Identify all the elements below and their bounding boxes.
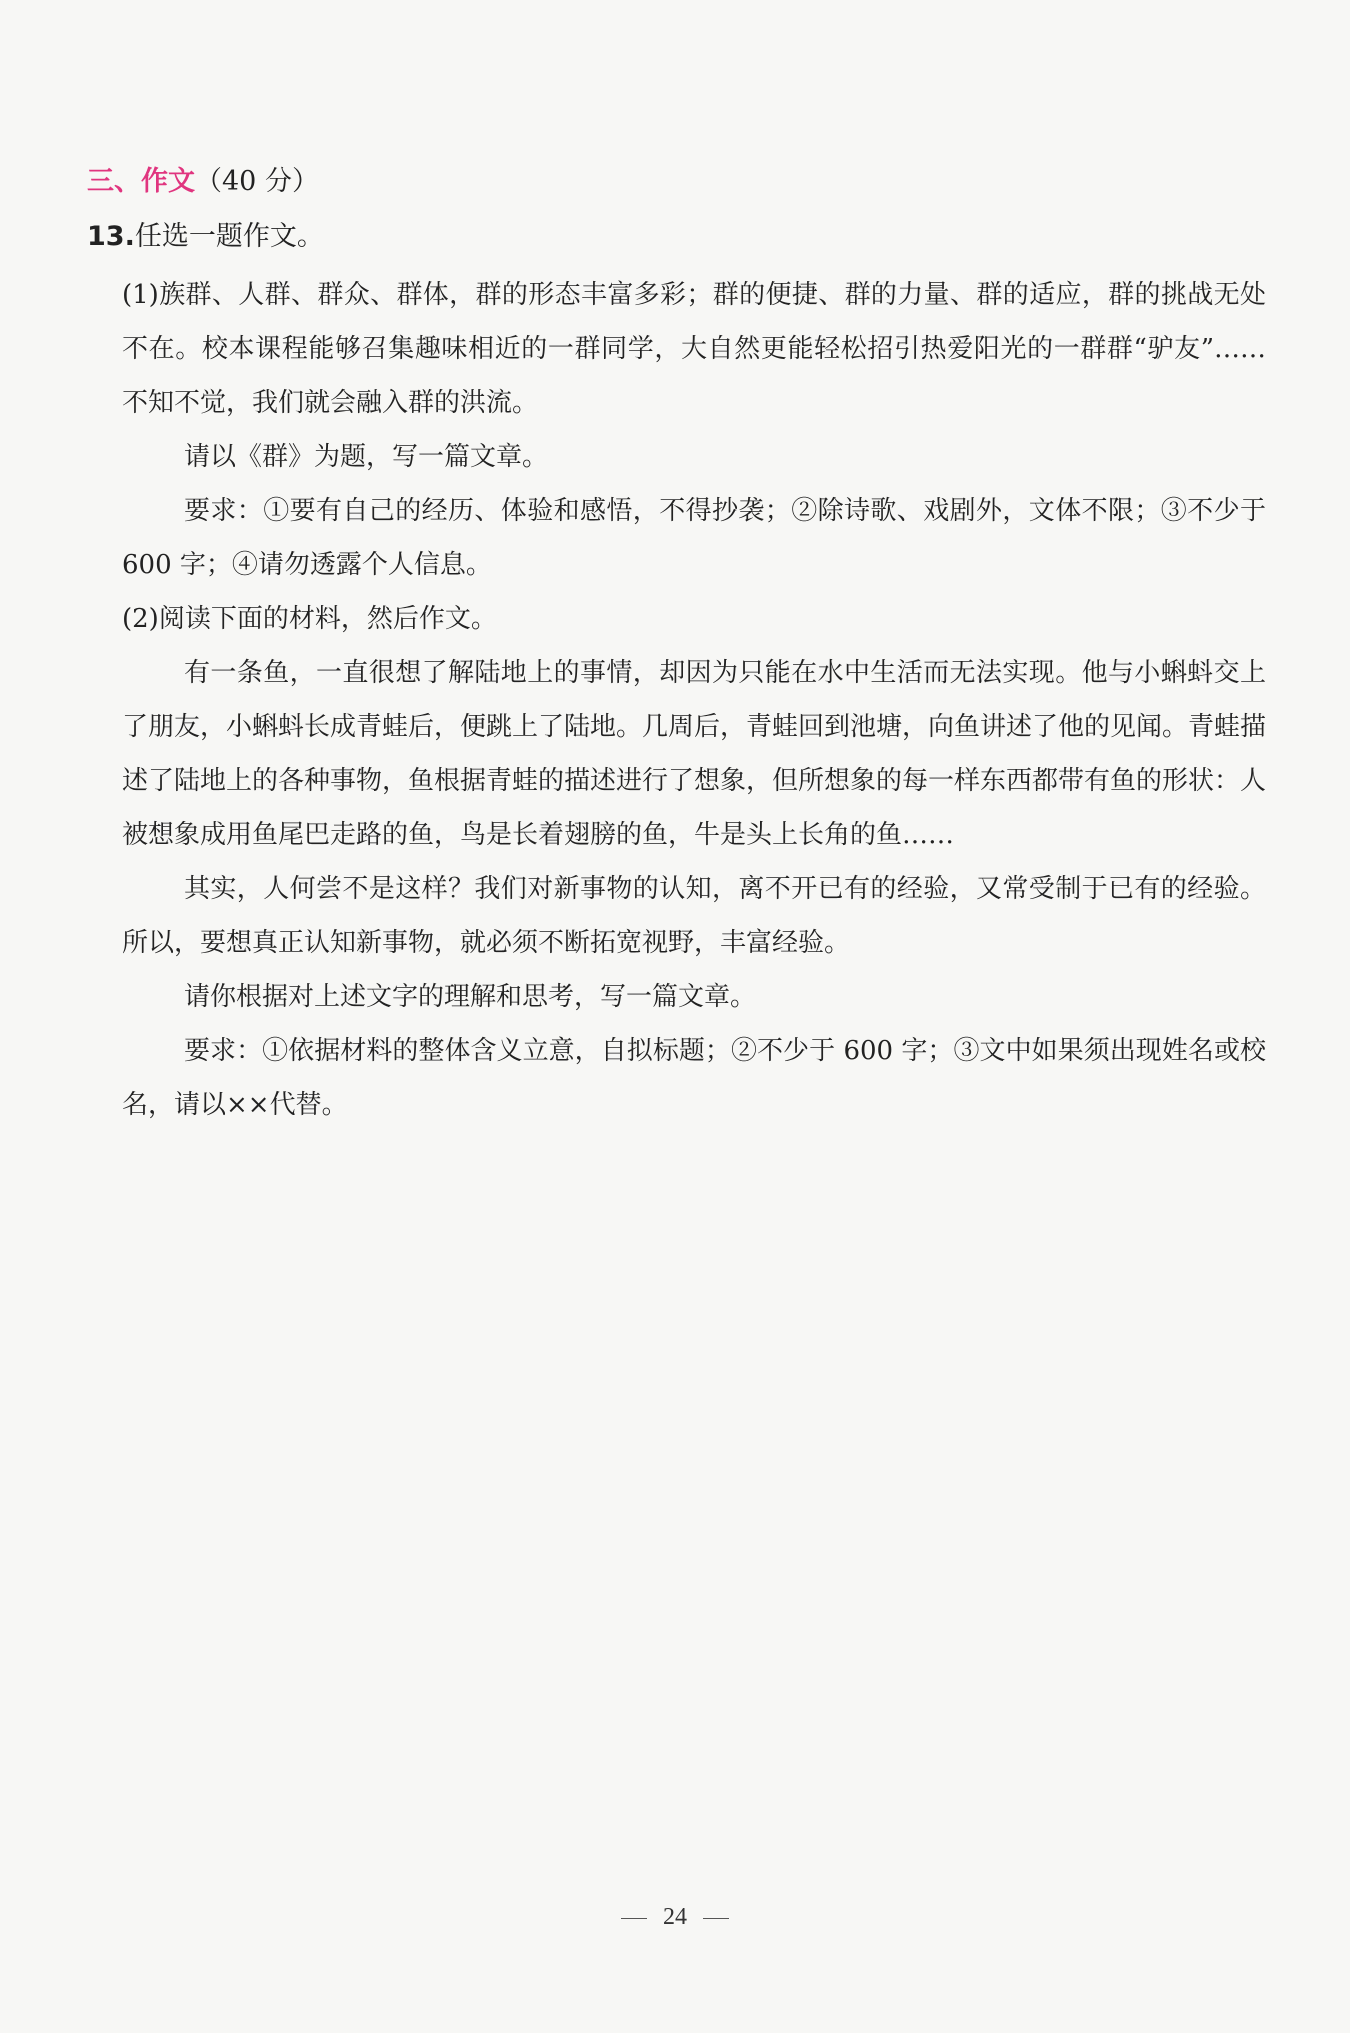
option-1-requirements: 要求：①要有自己的经历、体验和感悟，不得抄袭；②除诗歌、戏剧外，文体不限；③不少于 600 字；④请勿透露个人信息。 — [122, 496, 1266, 580]
question-prompt: 任选一题作文。 — [134, 221, 324, 252]
footer-dash-right — [703, 1918, 729, 1919]
option-2-task: 请你根据对上述文字的理解和思考，写一篇文章。 — [184, 982, 757, 1012]
question-heading — [87, 217, 324, 257]
option-1-intro: (1)族群、人群、群众、群体，群的形态丰富多彩；群的便捷、群的力量、群的适应，群的挑战无处不在。校本课程能够召集趣味相近的一群同学，大自然更能轻松招引热爱阳光的一群群“驴友”……不知不觉，我们就会融入群的洪流。 — [122, 280, 1266, 418]
section-title: 三、作文 — [87, 166, 195, 197]
footer-dash-left — [621, 1918, 647, 1919]
section-points: （40 分） — [195, 166, 319, 197]
option-1-task: 请以《群》为题，写一篇文章。 — [184, 442, 549, 472]
question-number: 13. — [87, 221, 135, 252]
option-2-material-paragraph-1: 有一条鱼，一直很想了解陆地上的事情，却因为只能在水中生活而无法实现。他与小蝌蚪交上了朋友，小蝌蚪长成青蛙后，便跳上了陆地。几周后，青蛙回到池塘，向鱼讲述了他的见闻。青蛙描述了陆地上的各种事物，鱼根据青蛙的描述进行了想象，但所想象的每一样东西都带有鱼的形状：人被想象成用鱼尾巴走路的鱼，鸟是长着翅膀的鱼，牛是头上长角的鱼…… — [122, 658, 1267, 850]
option-2-requirements: 要求：①依据材料的整体含义立意，自拟标题；②不少于 600 字；③文中如果须出现姓名或校名，请以××代替。 — [122, 1036, 1266, 1120]
page-number: 24 — [663, 1904, 687, 1930]
section-heading — [87, 162, 319, 202]
question-content — [122, 268, 1266, 1132]
option-2-material-paragraph-2: 其实，人何尝不是这样？我们对新事物的认知，离不开已有的经验，又常受制于已有的经验。所以，要想真正认知新事物，就必须不断拓宽视野，丰富经验。 — [122, 874, 1266, 958]
option-2-intro: (2)阅读下面的材料，然后作文。 — [122, 604, 497, 634]
page-footer — [0, 1904, 1350, 1931]
